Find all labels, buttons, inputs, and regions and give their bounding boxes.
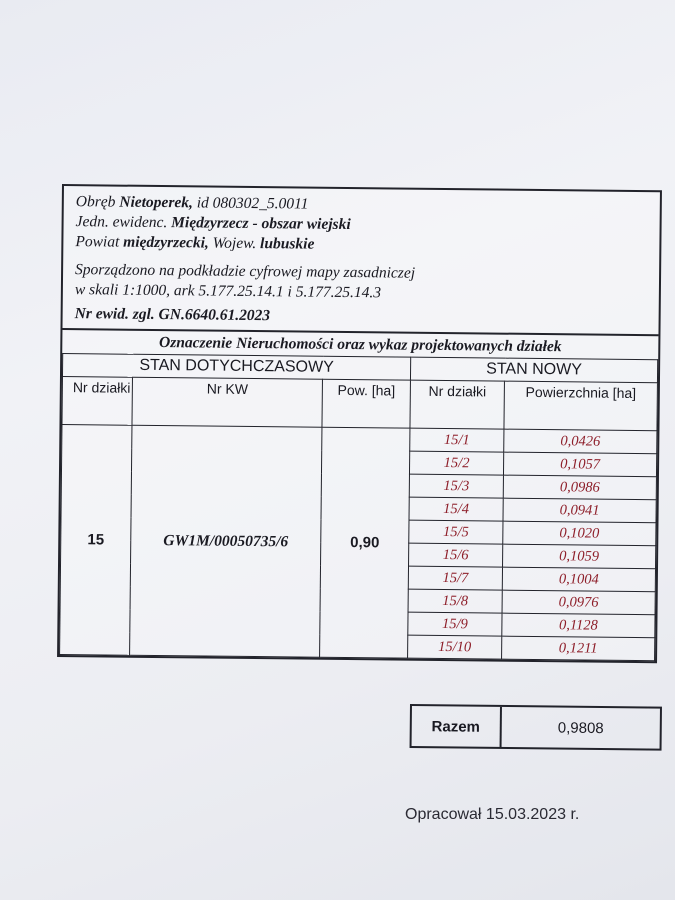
new-parcel-nr: 15/6 bbox=[409, 543, 503, 567]
new-parcel-nr: 15/4 bbox=[409, 497, 503, 521]
new-parcel-area: 0,1057 bbox=[503, 452, 656, 477]
new-parcel-area: 0,1128 bbox=[502, 613, 655, 638]
new-parcel-nr: 15/2 bbox=[409, 451, 503, 475]
razem-label: Razem bbox=[412, 706, 502, 747]
col-nr-dzialki-new: Nr działki bbox=[410, 380, 504, 429]
new-parcel-area: 0,0986 bbox=[503, 475, 656, 500]
razem-box bbox=[410, 704, 662, 751]
col-nr-kw: Nr KW bbox=[132, 377, 322, 427]
jedn-label: Jedn. ewidenc. bbox=[75, 213, 168, 232]
new-parcel-nr: 15/1 bbox=[410, 428, 504, 452]
note-line-2: w skali 1:1000, ark 5.177.25.14.1 i 5.177.25.14.3 bbox=[74, 281, 382, 302]
nr-ewid: Nr ewid. zgl. GN.6640.61.2023 bbox=[74, 305, 271, 325]
stan-dotychczasowy-header: STAN DOTYCHCZASOWY bbox=[62, 354, 410, 381]
old-parcel-kw: GW1M/00050735/6 bbox=[130, 425, 322, 657]
new-parcel-area: 0,0426 bbox=[504, 429, 657, 454]
col-nr-dzialki: Nr działki bbox=[62, 377, 132, 426]
obreb-label: Obręb bbox=[75, 193, 116, 211]
new-parcel-nr: 15/10 bbox=[408, 635, 502, 659]
parcel-table bbox=[59, 353, 658, 661]
table-title: Oznaczenie Nieruchomości oraz wykaz projektowanych działek bbox=[62, 328, 658, 359]
new-parcel-nr: 15/8 bbox=[408, 589, 502, 613]
new-parcel-area: 0,0976 bbox=[502, 590, 655, 615]
new-parcel-nr: 15/3 bbox=[409, 474, 503, 498]
old-parcel-nr: 15 bbox=[60, 425, 132, 656]
new-parcel-area: 0,1020 bbox=[503, 521, 656, 546]
new-parcel-nr: 15/7 bbox=[408, 566, 502, 590]
parcel-document bbox=[57, 184, 662, 663]
jedn-value: Międzyrzecz - obszar wiejski bbox=[171, 214, 351, 234]
razem-value: 0,9808 bbox=[557, 719, 604, 737]
wojew-label: Wojew. bbox=[212, 234, 257, 253]
new-parcel-nr: 15/5 bbox=[409, 520, 503, 544]
document-header bbox=[62, 186, 659, 334]
powiat-label: Powiat bbox=[75, 233, 120, 251]
old-parcel-pow: 0,90 bbox=[320, 427, 410, 658]
note-line-1: Sporządzono na podkładzie cyfrowej mapy zasadniczej bbox=[75, 261, 416, 282]
new-parcel-area: 0,0941 bbox=[503, 498, 656, 523]
col-pow: Pow. [ha] bbox=[322, 379, 410, 428]
new-parcel-area: 0,1059 bbox=[503, 544, 656, 569]
wojew-value: lubuskie bbox=[260, 235, 315, 253]
col-powierzchnia: Powierzchnia [ha] bbox=[504, 381, 657, 431]
stan-nowy-header: STAN NOWY bbox=[410, 357, 657, 383]
new-parcel-area: 0,1211 bbox=[502, 636, 655, 661]
obreb-id: id 080302_5.0011 bbox=[196, 194, 309, 213]
obreb-name: Nietoperek, bbox=[119, 193, 193, 212]
new-parcel-area: 0,1004 bbox=[502, 567, 655, 592]
powiat-value: międzyrzecki, bbox=[123, 233, 209, 252]
new-parcel-nr: 15/9 bbox=[408, 612, 502, 636]
opracowal-footer: Opracował 15.03.2023 r. bbox=[405, 806, 580, 823]
